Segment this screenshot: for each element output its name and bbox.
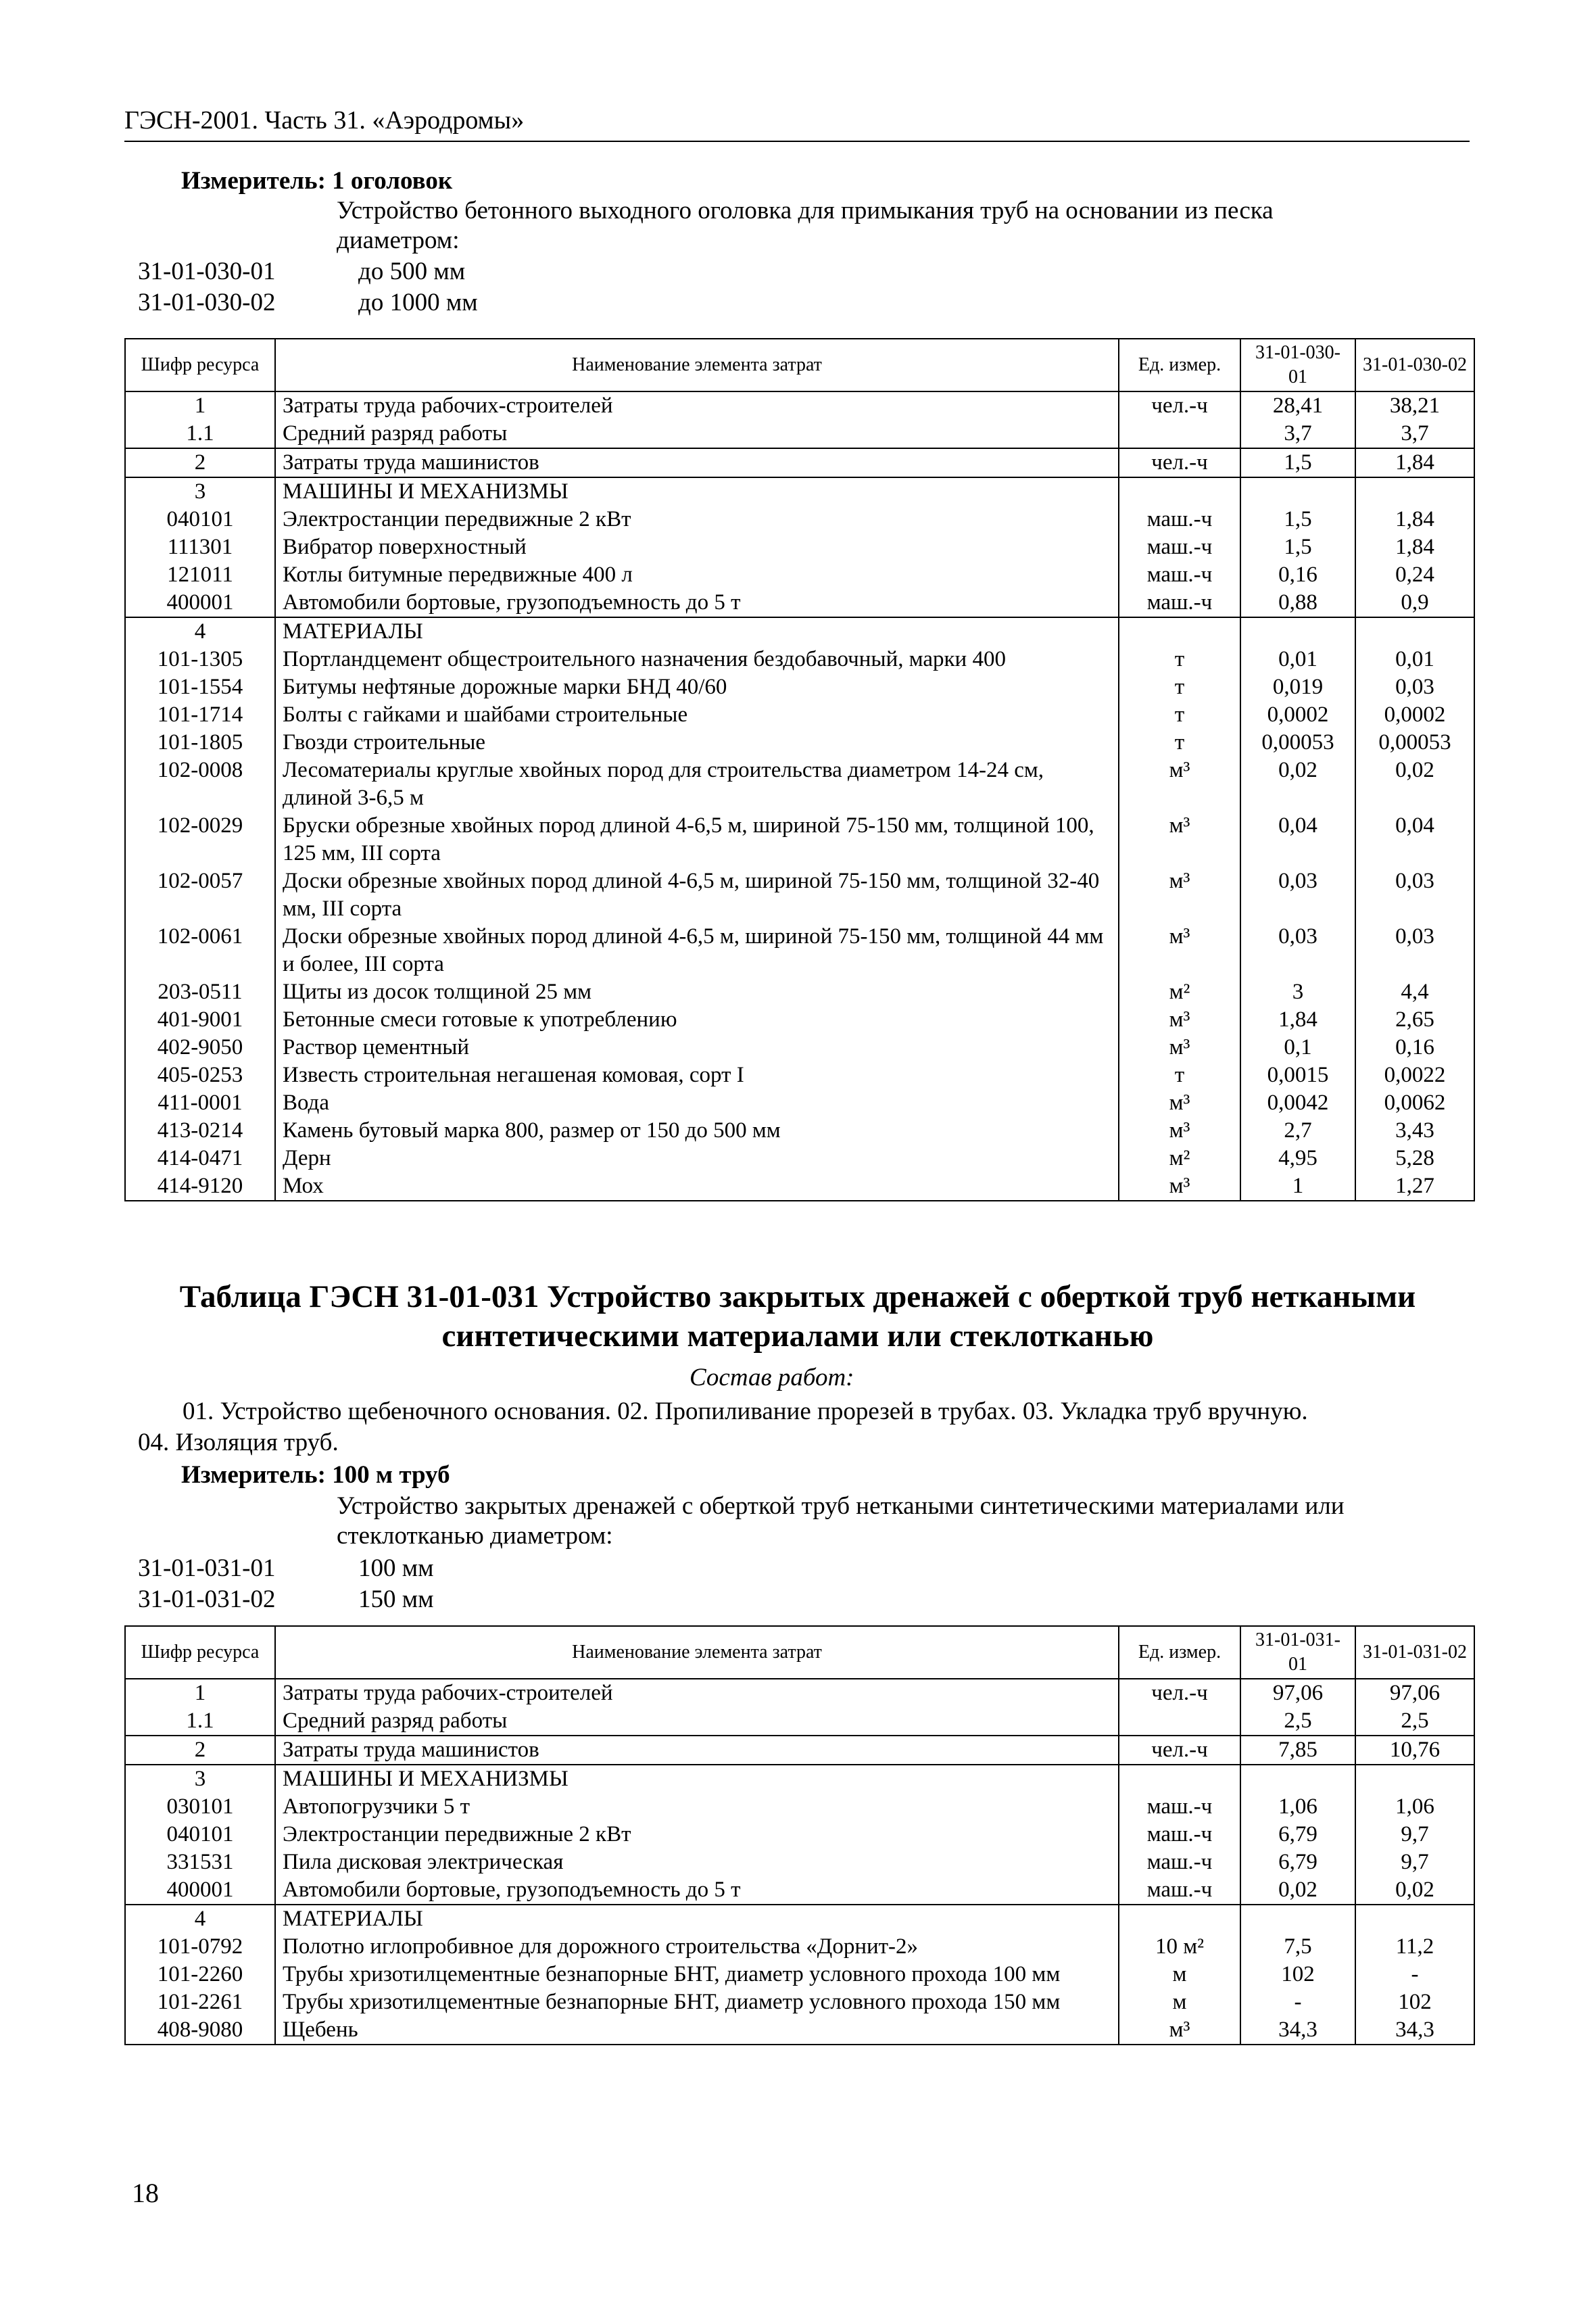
cell-value-2: 0,03	[1355, 923, 1474, 978]
cell-unit: маш.-ч	[1119, 1876, 1240, 1905]
code-1-2: 31-01-030-02	[138, 289, 276, 316]
cell-code: 121011	[125, 561, 275, 589]
table-row	[125, 1679, 1474, 1707]
cell-code: 400001	[125, 589, 275, 617]
cell-code: 102-0008	[125, 757, 275, 812]
cell-unit: м²	[1119, 1145, 1240, 1172]
measure-1: Измеритель: 1 оголовок	[181, 167, 453, 195]
cell-unit: т	[1119, 729, 1240, 757]
header-name: Наименование элемента затрат	[275, 1626, 1119, 1679]
cell-code: 3	[125, 1765, 275, 1793]
cell-name: Автомобили бортовые, грузоподъемность до 5 т	[275, 589, 1119, 617]
cell-value-1: 102	[1240, 1961, 1355, 1988]
cell-code: 102-0029	[125, 812, 275, 867]
cell-value-1: 0,03	[1240, 923, 1355, 978]
cell-unit	[1119, 477, 1240, 506]
cell-code: 4	[125, 1905, 275, 1933]
resource-table-2	[124, 1625, 1475, 2045]
cell-code: 040101	[125, 1821, 275, 1848]
header-code: Шифр ресурса	[125, 1626, 275, 1679]
cell-value-2: 0,01	[1355, 646, 1474, 673]
cell-code: 101-2261	[125, 1988, 275, 2016]
code-2-2: 31-01-031-02	[138, 1585, 276, 1613]
cell-unit: чел.-ч	[1119, 448, 1240, 477]
cell-unit: 10 м²	[1119, 1933, 1240, 1961]
cell-name: Средний разряд работы	[275, 420, 1119, 448]
cell-value-2: 0,0062	[1355, 1089, 1474, 1117]
cell-value-2: 0,0002	[1355, 701, 1474, 729]
table-row	[125, 1961, 1474, 1988]
table-row	[125, 589, 1474, 617]
table-row	[125, 506, 1474, 533]
cell-unit: т	[1119, 1061, 1240, 1089]
code-2-1: 31-01-031-01	[138, 1554, 276, 1582]
cell-value-1: 1,5	[1240, 448, 1355, 477]
cell-name: Болты с гайками и шайбами строительные	[275, 701, 1119, 729]
cell-value-2: 0,0022	[1355, 1061, 1474, 1089]
cell-name: МАТЕРИАЛЫ	[275, 1905, 1119, 1933]
table-row	[125, 1821, 1474, 1848]
cell-code: 414-0471	[125, 1145, 275, 1172]
cell-code: 101-2260	[125, 1961, 275, 1988]
table-row	[125, 646, 1474, 673]
table-row	[125, 561, 1474, 589]
table-row	[125, 2016, 1474, 2045]
cell-code: 414-9120	[125, 1172, 275, 1201]
code-1-1: 31-01-030-01	[138, 258, 276, 285]
header-col1: 31-01-031-01	[1240, 1626, 1355, 1679]
cell-value-1	[1240, 617, 1355, 646]
cell-value-1: 0,88	[1240, 589, 1355, 617]
desc-1-line1: Устройство бетонного выходного оголовка для примыкания труб на основании из песка	[337, 197, 1274, 224]
cell-unit: т	[1119, 673, 1240, 701]
cell-value-1	[1240, 1905, 1355, 1933]
cell-name: Лесоматериалы круглые хвойных пород для строительства диаметром 14-24 см, длиной 3-6,5 м	[275, 757, 1119, 812]
table-row	[125, 391, 1474, 420]
table-row	[125, 1848, 1474, 1876]
table-row	[125, 1034, 1474, 1061]
cell-code: 408-9080	[125, 2016, 275, 2045]
cell-value-2: 1,84	[1355, 506, 1474, 533]
cell-code: 1	[125, 391, 275, 420]
cell-value-2: 1,27	[1355, 1172, 1474, 1201]
cell-name: Полотно иглопробивное для дорожного строительства «Дорнит-2»	[275, 1933, 1119, 1961]
cell-unit: м³	[1119, 867, 1240, 923]
table-row	[125, 448, 1474, 477]
table-row	[125, 533, 1474, 561]
cell-unit: м³	[1119, 1089, 1240, 1117]
cell-name: МАШИНЫ И МЕХАНИЗМЫ	[275, 1765, 1119, 1793]
cell-name: Затраты труда рабочих-строителей	[275, 391, 1119, 420]
cell-code: 101-1554	[125, 673, 275, 701]
header-unit: Ед. измер.	[1119, 339, 1240, 391]
cell-value-1: 2,5	[1240, 1707, 1355, 1736]
cell-code: 203-0511	[125, 978, 275, 1006]
table-row	[125, 1117, 1474, 1145]
cell-value-2	[1355, 1905, 1474, 1933]
cell-name: Мох	[275, 1172, 1119, 1201]
cell-value-1: 0,1	[1240, 1034, 1355, 1061]
table-row	[125, 1172, 1474, 1201]
cell-value-2	[1355, 617, 1474, 646]
cell-unit	[1119, 617, 1240, 646]
cell-code: 030101	[125, 1793, 275, 1821]
cell-code: 402-9050	[125, 1034, 275, 1061]
works-line2: 04. Изоляция труб.	[138, 1429, 339, 1456]
cell-unit: м³	[1119, 1172, 1240, 1201]
cell-code: 1	[125, 1679, 275, 1707]
cell-name: Затраты труда машинистов	[275, 1736, 1119, 1765]
table-row	[125, 923, 1474, 978]
cell-value-2: 11,2	[1355, 1933, 1474, 1961]
cell-unit: чел.-ч	[1119, 391, 1240, 420]
cell-value-1: 0,02	[1240, 1876, 1355, 1905]
cell-value-1: 1,06	[1240, 1793, 1355, 1821]
cell-value-1: 4,95	[1240, 1145, 1355, 1172]
table-row	[125, 701, 1474, 729]
cell-value-1: 2,7	[1240, 1117, 1355, 1145]
cell-name: Раствор цементный	[275, 1034, 1119, 1061]
table-row	[125, 1006, 1474, 1034]
desc-2-line2: стеклотканью диаметром:	[337, 1522, 613, 1550]
cell-value-2	[1355, 477, 1474, 506]
cell-unit: маш.-ч	[1119, 589, 1240, 617]
code-2-2-text: 150 мм	[358, 1585, 434, 1613]
cell-value-2: 0,00053	[1355, 729, 1474, 757]
table-row	[125, 1089, 1474, 1117]
table-row	[125, 978, 1474, 1006]
cell-unit: м³	[1119, 1006, 1240, 1034]
cell-code: 331531	[125, 1848, 275, 1876]
cell-code: 040101	[125, 506, 275, 533]
cell-name: Портландцемент общестроительного назначения бездобавочный, марки 400	[275, 646, 1119, 673]
cell-unit: м	[1119, 1988, 1240, 2016]
cell-name: Котлы битумные передвижные 400 л	[275, 561, 1119, 589]
cell-name: Затраты труда машинистов	[275, 448, 1119, 477]
cell-value-1: 3	[1240, 978, 1355, 1006]
header-name: Наименование элемента затрат	[275, 339, 1119, 391]
cell-unit: м	[1119, 1961, 1240, 1988]
cell-value-2: 0,24	[1355, 561, 1474, 589]
code-1-2-text: до 1000 мм	[358, 289, 478, 316]
cell-code: 2	[125, 1736, 275, 1765]
table-row	[125, 867, 1474, 923]
cell-value-1: 7,85	[1240, 1736, 1355, 1765]
cell-value-1: 0,03	[1240, 867, 1355, 923]
cell-code: 405-0253	[125, 1061, 275, 1089]
cell-unit: т	[1119, 701, 1240, 729]
cell-value-1: 0,0015	[1240, 1061, 1355, 1089]
cell-name: Камень бутовый марка 800, размер от 150 до 500 мм	[275, 1117, 1119, 1145]
cell-code: 1.1	[125, 420, 275, 448]
cell-code: 1.1	[125, 1707, 275, 1736]
table-row	[125, 729, 1474, 757]
cell-name: Средний разряд работы	[275, 1707, 1119, 1736]
cell-value-1: 0,0002	[1240, 701, 1355, 729]
cell-unit: т	[1119, 646, 1240, 673]
header-unit: Ед. измер.	[1119, 1626, 1240, 1679]
cell-unit	[1119, 1707, 1240, 1736]
cell-name: Автомобили бортовые, грузоподъемность до 5 т	[275, 1876, 1119, 1905]
cell-unit: м³	[1119, 1117, 1240, 1145]
cell-code: 101-0792	[125, 1933, 275, 1961]
cell-value-2: 0,02	[1355, 1876, 1474, 1905]
table-row	[125, 420, 1474, 448]
table-row	[125, 1707, 1474, 1736]
cell-value-1: 0,00053	[1240, 729, 1355, 757]
table-row	[125, 757, 1474, 812]
cell-unit: маш.-ч	[1119, 533, 1240, 561]
cell-value-1: 6,79	[1240, 1821, 1355, 1848]
cell-value-2: 1,84	[1355, 533, 1474, 561]
table-row	[125, 1793, 1474, 1821]
table-title-line2: синтетическими материалами или стеклотканью	[441, 1318, 1154, 1354]
cell-value-1: 3,7	[1240, 420, 1355, 448]
cell-unit: чел.-ч	[1119, 1679, 1240, 1707]
cell-value-2: 9,7	[1355, 1821, 1474, 1848]
cell-value-1: 1	[1240, 1172, 1355, 1201]
cell-code: 411-0001	[125, 1089, 275, 1117]
cell-code: 4	[125, 617, 275, 646]
cell-value-2: 38,21	[1355, 391, 1474, 420]
cell-name: Бетонные смеси готовые к употреблению	[275, 1006, 1119, 1034]
cell-value-2: 9,7	[1355, 1848, 1474, 1876]
cell-name: Вода	[275, 1089, 1119, 1117]
table-row	[125, 1988, 1474, 2016]
cell-code: 102-0061	[125, 923, 275, 978]
cell-unit: м³	[1119, 812, 1240, 867]
cell-value-1	[1240, 1765, 1355, 1793]
code-2-1-text: 100 мм	[358, 1554, 434, 1582]
cell-value-2: 0,02	[1355, 757, 1474, 812]
cell-name: Битумы нефтяные дорожные марки БНД 40/60	[275, 673, 1119, 701]
cell-value-2: 0,04	[1355, 812, 1474, 867]
header-col2: 31-01-031-02	[1355, 1626, 1474, 1679]
cell-value-1: 34,3	[1240, 2016, 1355, 2045]
table-row	[125, 1765, 1474, 1793]
cell-value-2: 5,28	[1355, 1145, 1474, 1172]
cell-code: 401-9001	[125, 1006, 275, 1034]
cell-value-2: 34,3	[1355, 2016, 1474, 2045]
cell-value-2: 0,16	[1355, 1034, 1474, 1061]
cell-value-2: 3,7	[1355, 420, 1474, 448]
cell-name: Трубы хризотилцементные безнапорные БНТ, диаметр условного прохода 150 мм	[275, 1988, 1119, 2016]
cell-value-1: 0,01	[1240, 646, 1355, 673]
cell-value-1: 97,06	[1240, 1679, 1355, 1707]
cell-code: 101-1714	[125, 701, 275, 729]
cell-unit: чел.-ч	[1119, 1736, 1240, 1765]
cell-name: Гвозди строительные	[275, 729, 1119, 757]
cell-name: Пила дисковая электрическая	[275, 1848, 1119, 1876]
cell-value-2: 2,65	[1355, 1006, 1474, 1034]
cell-name: Доски обрезные хвойных пород длиной 4-6,5 м, шириной 75-150 мм, толщиной 44 мм и более, III сорта	[275, 923, 1119, 978]
cell-code: 2	[125, 448, 275, 477]
table-row	[125, 477, 1474, 506]
cell-unit: м³	[1119, 1034, 1240, 1061]
cell-value-1: 6,79	[1240, 1848, 1355, 1876]
cell-name: Известь строительная негашеная комовая, сорт I	[275, 1061, 1119, 1089]
cell-code: 111301	[125, 533, 275, 561]
cell-value-1: 0,02	[1240, 757, 1355, 812]
cell-value-1: 0,0042	[1240, 1089, 1355, 1117]
table-row	[125, 617, 1474, 646]
cell-value-1: 1,5	[1240, 533, 1355, 561]
cell-name: Щиты из досок толщиной 25 мм	[275, 978, 1119, 1006]
cell-unit	[1119, 1905, 1240, 1933]
cell-unit: маш.-ч	[1119, 506, 1240, 533]
header-code: Шифр ресурса	[125, 339, 275, 391]
cell-unit	[1119, 1765, 1240, 1793]
cell-unit: м³	[1119, 2016, 1240, 2045]
cell-code: 400001	[125, 1876, 275, 1905]
cell-name: Бруски обрезные хвойных пород длиной 4-6,5 м, шириной 75-150 мм, толщиной 100, 125 мм, III сорта	[275, 812, 1119, 867]
cell-unit: маш.-ч	[1119, 1793, 1240, 1821]
header-col2: 31-01-030-02	[1355, 339, 1474, 391]
cell-name: Электростанции передвижные 2 кВт	[275, 506, 1119, 533]
cell-value-1: 1,84	[1240, 1006, 1355, 1034]
cell-value-2: 102	[1355, 1988, 1474, 2016]
resource-table-1	[124, 338, 1475, 1201]
cell-name: Доски обрезные хвойных пород длиной 4-6,5 м, шириной 75-150 мм, толщиной 32-40 мм, III сорта	[275, 867, 1119, 923]
cell-value-1: 0,04	[1240, 812, 1355, 867]
cell-value-2: 3,43	[1355, 1117, 1474, 1145]
cell-name: МАТЕРИАЛЫ	[275, 617, 1119, 646]
cell-unit: м²	[1119, 978, 1240, 1006]
table-row	[125, 1905, 1474, 1933]
cell-value-2	[1355, 1765, 1474, 1793]
cell-value-1: 0,019	[1240, 673, 1355, 701]
table-row	[125, 1736, 1474, 1765]
cell-name: МАШИНЫ И МЕХАНИЗМЫ	[275, 477, 1119, 506]
cell-unit: м³	[1119, 757, 1240, 812]
cell-code: 101-1805	[125, 729, 275, 757]
cell-value-2: 10,76	[1355, 1736, 1474, 1765]
table-row	[125, 673, 1474, 701]
cell-unit	[1119, 420, 1240, 448]
cell-value-2: -	[1355, 1961, 1474, 1988]
table-row	[125, 1145, 1474, 1172]
cell-value-1: 1,5	[1240, 506, 1355, 533]
cell-value-2: 1,84	[1355, 448, 1474, 477]
cell-name: Затраты труда рабочих-строителей	[275, 1679, 1119, 1707]
cell-name: Трубы хризотилцементные безнапорные БНТ, диаметр условного прохода 100 мм	[275, 1961, 1119, 1988]
cell-code: 413-0214	[125, 1117, 275, 1145]
cell-name: Автопогрузчики 5 т	[275, 1793, 1119, 1821]
composition-label: Состав работ:	[690, 1364, 854, 1391]
measure-2: Измеритель: 100 м труб	[181, 1461, 450, 1489]
cell-value-2: 1,06	[1355, 1793, 1474, 1821]
cell-unit: маш.-ч	[1119, 561, 1240, 589]
cell-value-1: 0,16	[1240, 561, 1355, 589]
cell-value-1: 7,5	[1240, 1933, 1355, 1961]
cell-name: Электростанции передвижные 2 кВт	[275, 1821, 1119, 1848]
cell-value-1	[1240, 477, 1355, 506]
cell-value-1: 28,41	[1240, 391, 1355, 420]
page-number: 18	[132, 2178, 159, 2208]
cell-code: 102-0057	[125, 867, 275, 923]
works-line1: 01. Устройство щебеночного основания. 02. Пропиливание прорезей в трубах. 03. Укладка труб вручную.	[183, 1398, 1308, 1425]
cell-unit: м³	[1119, 923, 1240, 978]
cell-unit: маш.-ч	[1119, 1848, 1240, 1876]
table-title-line1: Таблица ГЭСН 31-01-031 Устройство закрытых дренажей с оберткой труб неткаными	[179, 1279, 1416, 1314]
table-row	[125, 1061, 1474, 1089]
cell-value-2: 0,03	[1355, 867, 1474, 923]
cell-name: Щебень	[275, 2016, 1119, 2045]
cell-value-2: 2,5	[1355, 1707, 1474, 1736]
cell-name: Дерн	[275, 1145, 1119, 1172]
header-col1: 31-01-030-01	[1240, 339, 1355, 391]
cell-code: 101-1305	[125, 646, 275, 673]
code-1-1-text: до 500 мм	[358, 258, 466, 285]
cell-code: 3	[125, 477, 275, 506]
desc-2-line1: Устройство закрытых дренажей с оберткой труб неткаными синтетическими материалами или	[337, 1492, 1345, 1520]
table-row	[125, 1876, 1474, 1905]
cell-value-2: 0,9	[1355, 589, 1474, 617]
cell-value-1: -	[1240, 1988, 1355, 2016]
table-row	[125, 812, 1474, 867]
desc-1-line2: диаметром:	[337, 226, 460, 254]
cell-unit: маш.-ч	[1119, 1821, 1240, 1848]
running-header: ГЭСН-2001. Часть 31. «Аэродромы»	[124, 105, 1470, 142]
table-row	[125, 1933, 1474, 1961]
cell-value-2: 4,4	[1355, 978, 1474, 1006]
cell-name: Вибратор поверхностный	[275, 533, 1119, 561]
cell-value-2: 97,06	[1355, 1679, 1474, 1707]
cell-value-2: 0,03	[1355, 673, 1474, 701]
